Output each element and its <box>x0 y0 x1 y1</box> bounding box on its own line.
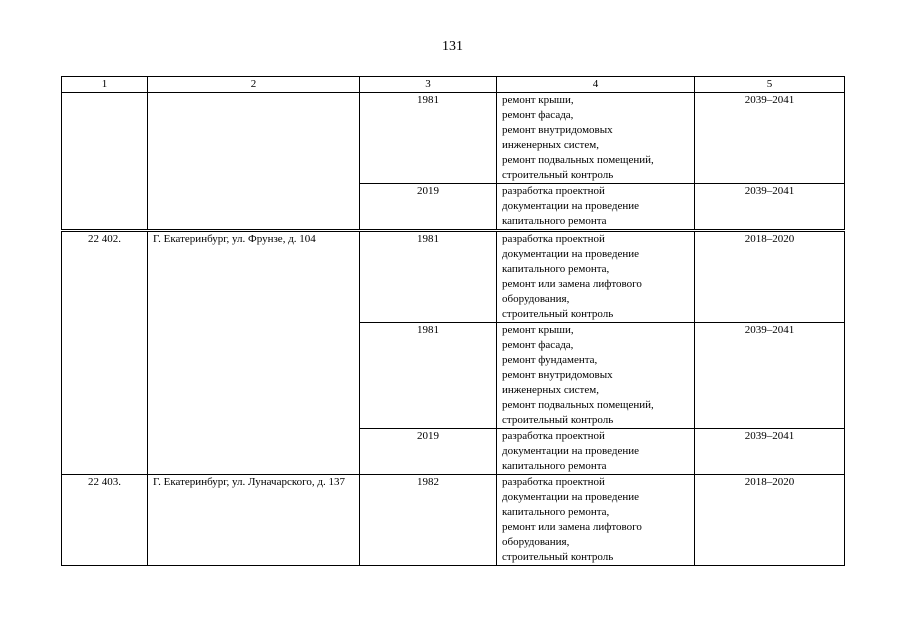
works-cell <box>497 323 695 429</box>
work-item: капитального ремонта <box>502 215 607 227</box>
column-header-2: 2 <box>148 77 360 93</box>
work-item: строительный контроль <box>502 414 614 426</box>
work-item: капитального ремонта <box>502 460 607 472</box>
work-item: документации на проведение <box>502 200 640 212</box>
period-cell: 2018–2020 <box>695 231 845 323</box>
work-item: ремонт подвальных помещений, <box>502 154 654 166</box>
year-cell: 1981 <box>360 231 497 323</box>
period-cell: 2018–2020 <box>695 475 845 566</box>
work-item: оборудования, <box>502 293 570 305</box>
work-item: строительный контроль <box>502 551 614 563</box>
year-cell: 1981 <box>360 323 497 429</box>
works-cell <box>497 184 695 231</box>
work-item: ремонт внутридомовых <box>502 124 613 136</box>
works-cell <box>497 429 695 475</box>
work-item: ремонт фасада, <box>502 109 574 121</box>
work-item: ремонт крыши, <box>502 94 574 106</box>
row-number-cell: 22 402. <box>62 231 148 475</box>
year-cell: 1982 <box>360 475 497 566</box>
work-item: оборудования, <box>502 536 570 548</box>
period-cell: 2039–2041 <box>695 184 845 231</box>
work-item: документации на проведение <box>502 248 640 260</box>
work-item: разработка проектной <box>502 185 605 197</box>
work-item: ремонт фасада, <box>502 339 574 351</box>
work-item: капитального ремонта, <box>502 506 610 518</box>
year-cell: 2019 <box>360 429 497 475</box>
address-cell <box>148 93 360 231</box>
column-header-4: 4 <box>497 77 695 93</box>
work-item: разработка проектной <box>502 430 605 442</box>
period-cell: 2039–2041 <box>695 323 845 429</box>
work-item: ремонт фундамента, <box>502 354 598 366</box>
column-header-1: 1 <box>62 77 148 93</box>
period-cell: 2039–2041 <box>695 93 845 184</box>
works-cell <box>497 93 695 184</box>
page-number: 131 <box>442 39 463 54</box>
work-item: разработка проектной <box>502 233 605 245</box>
address-cell: Г. Екатеринбург, ул. Фрунзе, д. 104 <box>148 231 360 475</box>
work-item: инженерных систем, <box>502 384 599 396</box>
column-header-5: 5 <box>695 77 845 93</box>
address-cell: Г. Екатеринбург, ул. Луначарского, д. 137 <box>148 475 360 566</box>
row-number-cell <box>62 93 148 231</box>
table-row <box>62 231 845 323</box>
column-header-3: 3 <box>360 77 497 93</box>
repair-schedule-table <box>61 76 845 566</box>
table-row <box>62 93 845 184</box>
table-body <box>62 77 845 566</box>
work-item: ремонт или замена лифтового <box>502 521 642 533</box>
works-cell <box>497 475 695 566</box>
work-item: ремонт крыши, <box>502 324 574 336</box>
header-row <box>62 77 845 93</box>
works-cell <box>497 231 695 323</box>
work-item: строительный контроль <box>502 308 614 320</box>
table-row <box>62 475 845 566</box>
work-item: разработка проектной <box>502 476 605 488</box>
work-item: строительный контроль <box>502 169 614 181</box>
work-item: ремонт подвальных помещений, <box>502 399 654 411</box>
year-cell: 1981 <box>360 93 497 184</box>
work-item: ремонт внутридомовых <box>502 369 613 381</box>
work-item: инженерных систем, <box>502 139 599 151</box>
work-item: документации на проведение <box>502 491 640 503</box>
year-cell: 2019 <box>360 184 497 231</box>
work-item: ремонт или замена лифтового <box>502 278 642 290</box>
period-cell: 2039–2041 <box>695 429 845 475</box>
work-item: документации на проведение <box>502 445 640 457</box>
row-number-cell: 22 403. <box>62 475 148 566</box>
work-item: капитального ремонта, <box>502 263 610 275</box>
